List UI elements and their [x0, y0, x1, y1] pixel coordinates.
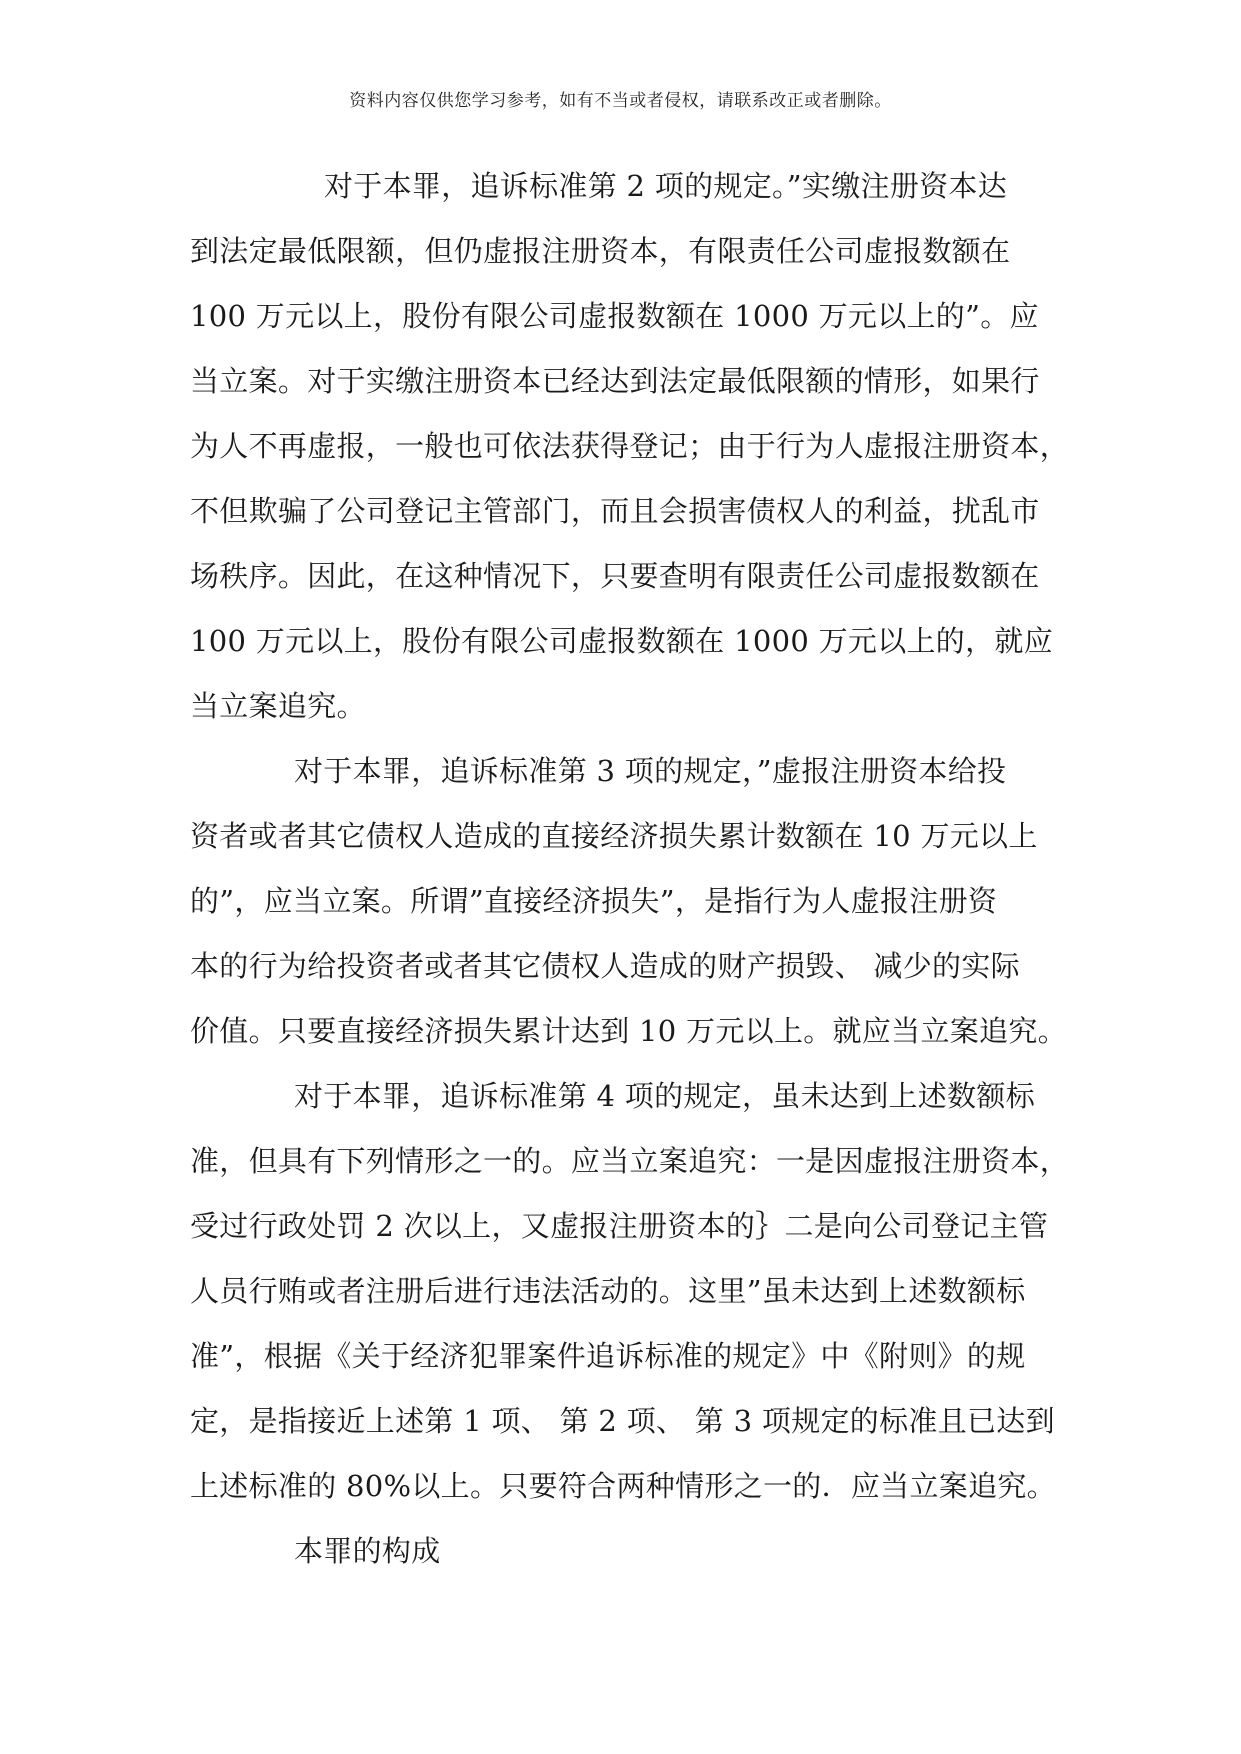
paragraph-2-line-9: 当立案追究。 [190, 689, 366, 723]
paragraph-2-line-6: 不但欺骗了公司登记主管部门，而且会损害债权人的利益，扰乱市 [190, 494, 1040, 528]
paragraph-3-line-5: 价值。只要直接经济损失累计达到 10 万元以上。就应当立案追究。 [190, 1014, 1067, 1048]
paragraph-3-line-4: 本的行为给投资者或者其它债权人造成的财产损毁、 减少的实际 [190, 949, 1020, 983]
paragraph-2-line-4: 当立案。对于实缴注册资本已经达到法定最低限额的情形，如果行 [190, 364, 1040, 398]
paragraph-3-line-3: 的”，应当立案。所谓”直接经济损失”，是指行为人虚报注册资 [190, 884, 998, 918]
paragraph-4-line-7: 上述标准的 80%以上。只要符合两种情形之一的．应当立案追究。 [190, 1469, 1056, 1503]
paragraph-2-line-3: 100 万元以上，股份有限公司虚报数额在 1000 万元以上的”。应 [190, 299, 1039, 333]
section-heading: 本罪的构成 [294, 1534, 441, 1568]
paragraph-2-line-2: 到法定最低限额，但仍虚报注册资本，有限责任公司虚报数额在 [190, 234, 1011, 268]
paragraph-3-line-2: 资者或者其它债权人造成的直接经济损失累计数额在 10 万元以上 [190, 819, 1038, 853]
paragraph-4-line-3: 受过行政处罚 2 次以上，又虚报注册资本的｝二是向公司登记主管 [190, 1209, 1049, 1243]
paragraph-4-line-5: 准”，根据《关于经济犯罪案件追诉标准的规定》中《附则》的规 [190, 1339, 1026, 1373]
paragraph-2-line-1: 对于本罪，追诉标准第 2 项的规定。”实缴注册资本达 [324, 169, 1008, 203]
paragraph-3-line-1: 对于本罪，追诉标准第 3 项的规定，”虚报注册资本给投 [294, 754, 1007, 788]
paragraph-2-line-5: 为人不再虚报，一般也可依法获得登记；由于行为人虚报注册资本， [190, 429, 1070, 463]
paragraph-2-line-7: 场秩序。因此，在这种情况下，只要查明有限责任公司虚报数额在 [190, 559, 1040, 593]
paragraph-4-line-6: 定，是指接近上述第 1 项、 第 2 项、 第 3 项规定的标准且已达到 [190, 1404, 1055, 1438]
paragraph-4-line-2: 准，但具有下列情形之一的。应当立案追究：一是因虚报注册资本， [190, 1144, 1070, 1178]
paragraph-4-line-4: 人员行贿或者注册后进行违法活动的。这里”虽未达到上述数额标 [190, 1274, 1026, 1308]
header-disclaimer: 资料内容仅供您学习参考，如有不当或者侵权，请联系改正或者删除。 [349, 91, 892, 111]
paragraph-2-line-8: 100 万元以上，股份有限公司虚报数额在 1000 万元以上的，就应 [190, 624, 1054, 658]
paragraph-4-line-1: 对于本罪，追诉标准第 4 项的规定，虽未达到上述数额标 [294, 1079, 1035, 1113]
document-body [190, 154, 1070, 1584]
